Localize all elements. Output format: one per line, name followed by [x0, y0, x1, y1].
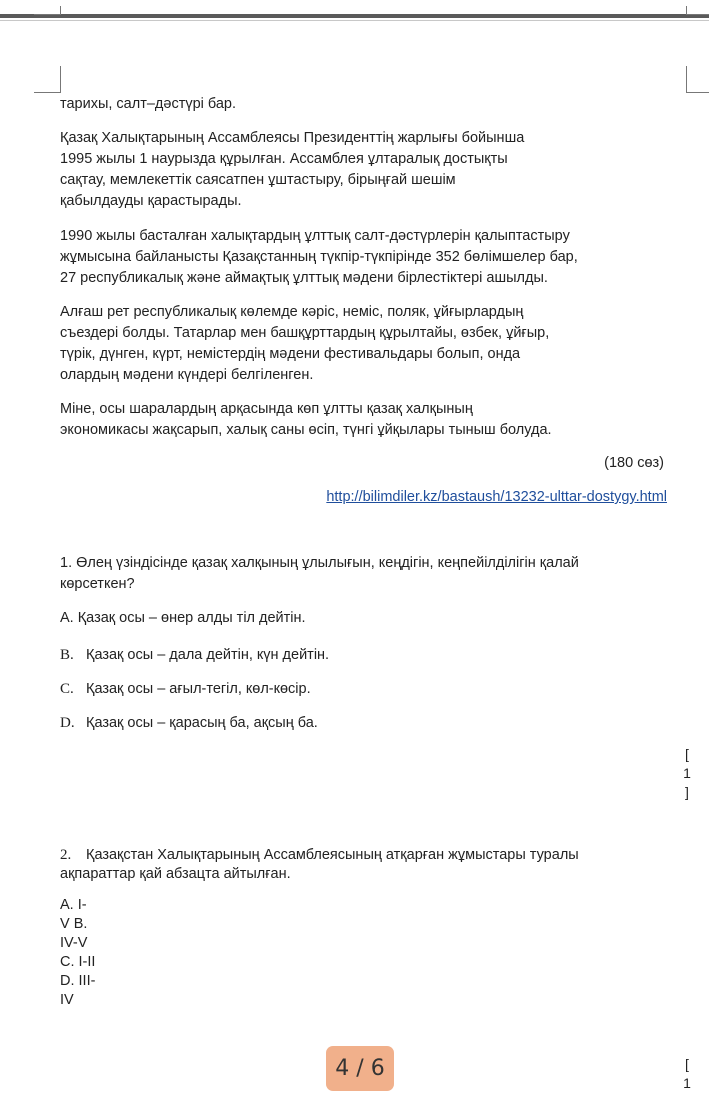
- source-link-wrap: [326, 487, 667, 508]
- page-top-border: [0, 14, 709, 18]
- paragraph-3-line-1: Алғаш рет республикалық көлемде кәріс, неміс, поляк, ұйғырлардың: [60, 304, 524, 320]
- option-b-text: Қазақ осы – дала дейтін, күн дейтін.: [86, 647, 330, 663]
- paragraph-1-line-2: 1995 жылы 1 наурызда құрылған. Ассамблея ұлтаралық достықты: [60, 151, 508, 167]
- question-2-option-5: D. III-: [60, 973, 96, 989]
- crop-mark-top-right: [686, 6, 709, 15]
- paragraph-2-line-3: 27 республикалық және аймақтық ұлттық мәдени бірлестіктері ашылды.: [60, 270, 548, 286]
- margin-mark-right: [686, 66, 709, 93]
- question-1-marks: [ 1 ]: [683, 746, 691, 800]
- question-2-line-1: [60, 845, 579, 866]
- question-1-line-2: көрсеткен?: [60, 576, 135, 592]
- question-1-option-a: А. Қазақ осы – өнер алды тіл дейтін.: [60, 610, 306, 626]
- paragraph-3-line-2: съездері болды. Татарлар мен башқұрттардың құрылтайы, өзбек, ұйғыр,: [60, 325, 550, 341]
- source-link[interactable]: http://bilimdiler.kz/bastaush/13232-ulttar-dostygy.html: [326, 489, 667, 505]
- option-b-letter: B.: [60, 647, 74, 663]
- page-top-divider: [0, 20, 709, 21]
- question-2-option-1: A. I-: [60, 897, 87, 913]
- paragraph-4-line-1: Міне, осы шаралардың арқасында көп ұлтты қазақ халқының: [60, 401, 473, 417]
- option-d-text: Қазақ осы – қарасың ба, ақсың ба.: [86, 715, 318, 731]
- paragraph-2-line-2: жұмысына байланысты Қазақстанның түкпір-түкпірінде 352 бөлімшелер бар,: [60, 249, 578, 265]
- option-c-text: Қазақ осы – ағыл-тегіл, көл-көсір.: [86, 681, 311, 697]
- option-c-letter: C.: [60, 681, 74, 697]
- question-2-option-3: IV-V: [60, 935, 88, 951]
- question-2-marks: [ 1: [683, 1056, 691, 1091]
- question-1-option-c: [60, 679, 311, 700]
- paragraph-1-line-4: қабылдауды қарастырады.: [60, 193, 242, 209]
- paragraph-1-line-1: Қазақ Халықтарының Ассамблеясы Президенттің жарлығы бойынша: [60, 130, 525, 146]
- question-2-option-4: C. I-II: [60, 954, 96, 970]
- margin-mark-left: [34, 66, 61, 93]
- question-1-option-d: [60, 713, 318, 734]
- paragraph-2-line-1: 1990 жылы басталған халықтардың ұлттық салт-дәстүрлерін қалыптастыру: [60, 228, 570, 244]
- question-1-line-1: 1. Өлең үзіндісінде қазақ халқының ұлылығын, кеңдігін, кеңпейілділігін қалай: [60, 555, 579, 571]
- paragraph-3-line-3: түрік, дүнген, күрт, немістердің мәдени фестивальдары болып, онда: [60, 346, 521, 362]
- option-d-letter: D.: [60, 715, 75, 731]
- question-2-line-2: ақпараттар қай абзацта айтылған.: [60, 866, 291, 882]
- question-2-option-2: V B.: [60, 916, 88, 932]
- question-2-text: Қазақстан Халықтарының Ассамблеясының атқарған жұмыстары туралы: [86, 847, 579, 863]
- paragraph-0: тарихы, салт–дәстүрі бар.: [60, 96, 237, 112]
- page-indicator[interactable]: 4 / 6: [326, 1046, 394, 1091]
- crop-mark-top-left: [34, 6, 61, 15]
- question-1-option-b: [60, 645, 329, 666]
- paragraph-3-line-4: олардың мәдени күндері белгіленген.: [60, 367, 314, 383]
- paragraph-1-line-3: сақтау, мемлекеттік саясатпен ұштастыру, бірыңғай шешім: [60, 172, 456, 188]
- word-count: (180 сөз): [604, 455, 664, 471]
- paragraph-4-line-2: экономикасы жақсарып, халық саны өсіп, түнгі ұйқылары тыныш болуда.: [60, 422, 552, 438]
- question-2-option-6: IV: [60, 992, 74, 1008]
- question-2-number: 2.: [60, 847, 72, 863]
